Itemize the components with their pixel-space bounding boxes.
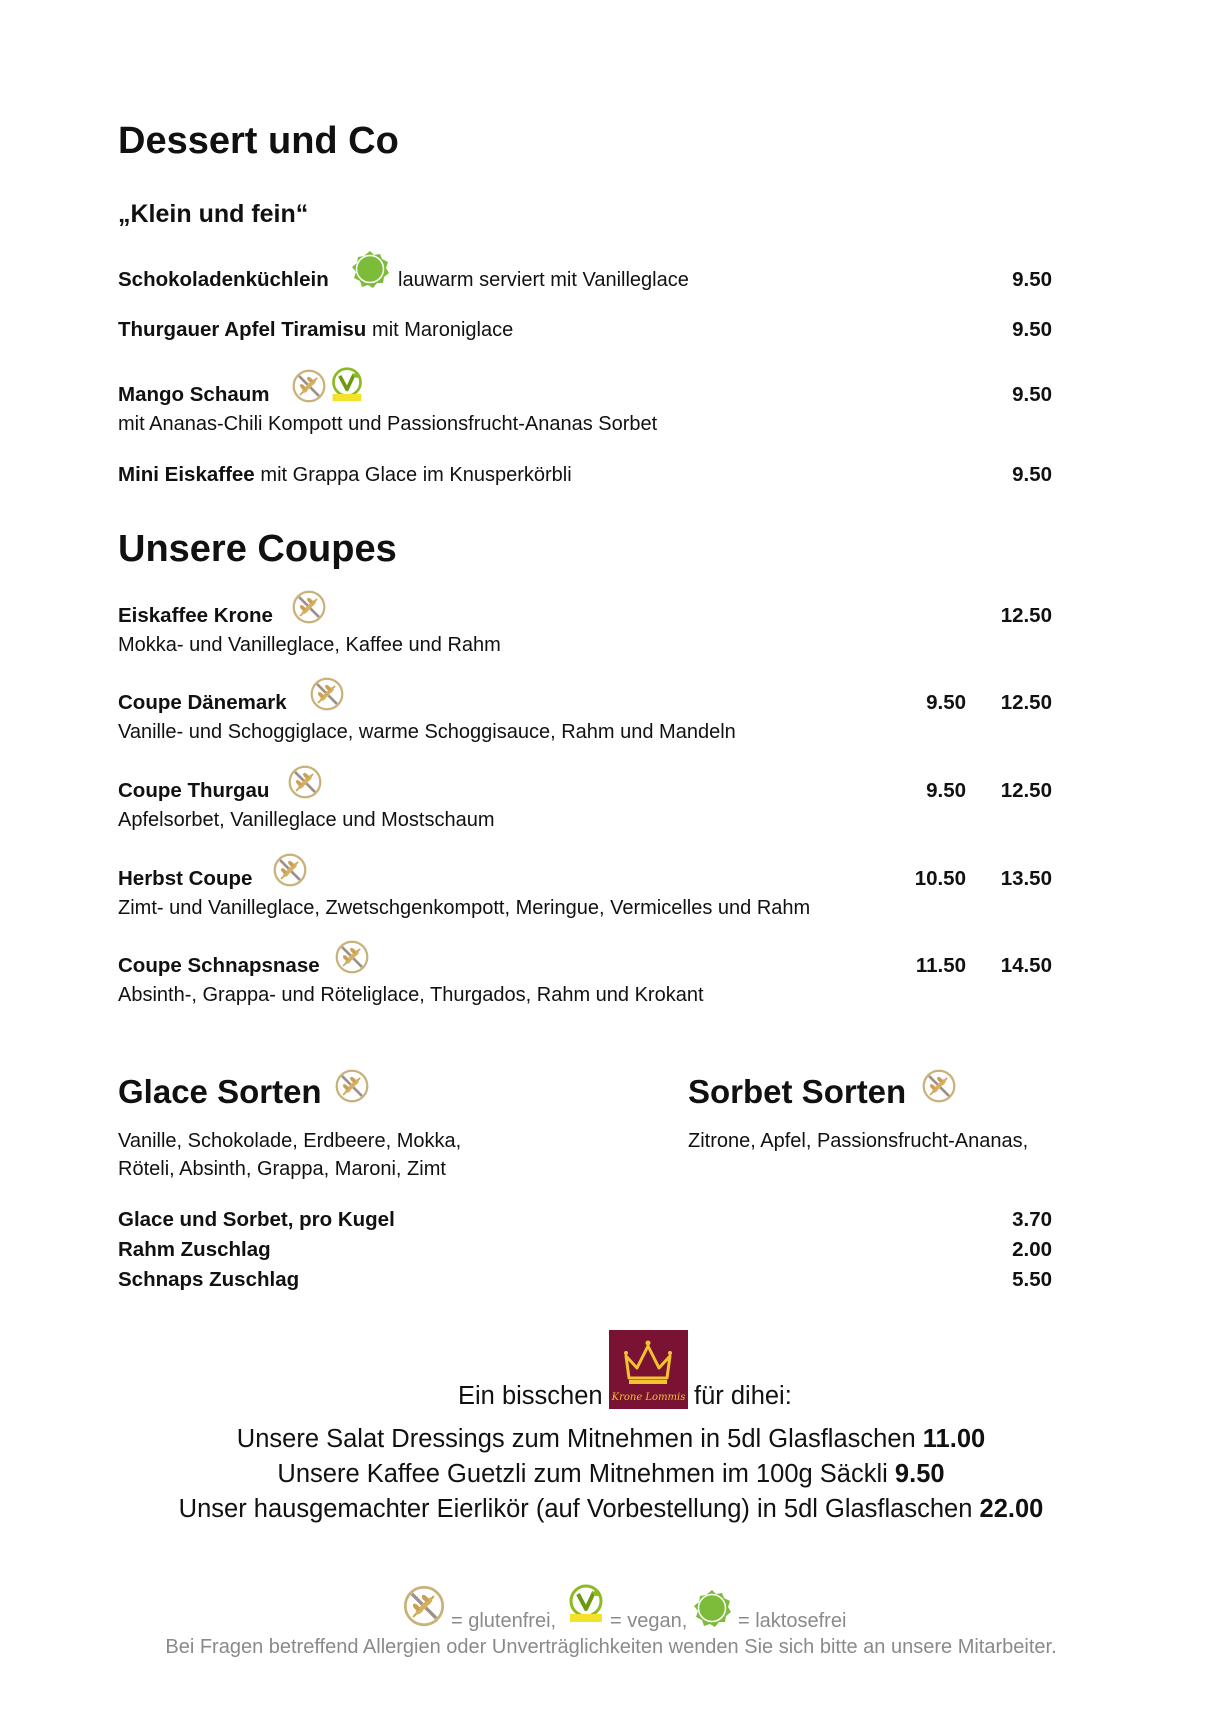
- gluten-free-icon: [272, 852, 308, 888]
- item-description: mit Ananas-Chili Kompott und Passionsfrucht-Ananas Sorbet: [118, 413, 658, 435]
- item-price-small: 9.50: [926, 779, 966, 802]
- page-title: Dessert und Co: [118, 120, 399, 162]
- item-description: Mokka- und Vanilleglace, Kaffee und Rahm: [118, 634, 501, 656]
- gluten-free-icon: [921, 1068, 957, 1104]
- home-line-price: 9.50: [894, 1460, 945, 1488]
- item-description: Absinth-, Grappa- und Röteliglace, Thurgados, Rahm und Krokant: [118, 984, 704, 1006]
- item-name: Mini Eiskaffee: [118, 463, 255, 486]
- logo-text: Krone Lommis: [611, 1392, 686, 1403]
- gluten-free-icon: [291, 368, 327, 404]
- item-description: Apfelsorbet, Vanilleglace und Mostschaum: [118, 809, 495, 831]
- allergy-note: Bei Fragen betreffend Allergien oder Unverträglichkeiten wenden Sie sich bitte an unsere Mitarbeiter.: [165, 1636, 1057, 1658]
- gluten-free-icon: [287, 764, 323, 800]
- item-price: 9.50: [1012, 318, 1052, 341]
- sorbet-flavors-line: Zitrone, Apfel, Passionsfrucht-Ananas,: [688, 1130, 1029, 1152]
- vegan-icon: [566, 1582, 606, 1624]
- item-name: Mango Schaum: [118, 383, 270, 406]
- home-line-price: 22.00: [979, 1495, 1044, 1523]
- item-price-large: 12.50: [1000, 779, 1052, 802]
- vegan-icon: [329, 366, 365, 402]
- item-price-small: 9.50: [926, 691, 966, 714]
- gluten-free-icon: [334, 1068, 370, 1104]
- item-name: Herbst Coupe: [118, 867, 253, 890]
- item-description: mit Maroniglace: [372, 319, 514, 341]
- home-line-text: Unsere Kaffee Guetzli zum Mitnehmen im 100g Säckli: [277, 1460, 888, 1488]
- item-price: 9.50: [1012, 383, 1052, 406]
- item-name: Coupe Schnapsnase: [118, 954, 320, 977]
- gluten-free-icon: [334, 939, 370, 975]
- item-price-large: 13.50: [1000, 867, 1052, 890]
- home-line-price: 11.00: [922, 1425, 986, 1453]
- extra-name: Schnaps Zuschlag: [118, 1268, 300, 1291]
- gluten-free-icon: [291, 589, 327, 625]
- menu-item: [118, 268, 329, 292]
- glace-flavors-line: Röteli, Absinth, Grappa, Maroni, Zimt: [118, 1158, 446, 1180]
- coupes-title: Unsere Coupes: [118, 528, 397, 570]
- item-description: Zimt- und Vanilleglace, Zwetschgenkompott, Meringue, Vermicelles und Rahm: [118, 897, 811, 919]
- legend-vegan-text: = vegan,: [610, 1610, 688, 1632]
- home-line: [0, 1460, 1222, 1489]
- item-name: Coupe Thurgau: [118, 779, 270, 802]
- lactose-free-icon: [692, 1588, 732, 1628]
- extra-price: 3.70: [1012, 1208, 1052, 1231]
- home-line-text: Unser hausgemachter Eierlikör (auf Vorbestellung) in 5dl Glasflaschen: [178, 1495, 973, 1523]
- item-price-large: 12.50: [1000, 691, 1052, 714]
- item-price-small: 10.50: [914, 867, 966, 890]
- gluten-free-icon: [402, 1584, 446, 1628]
- home-intro-pre: Ein bisschen: [458, 1382, 603, 1410]
- item-name: Coupe Dänemark: [118, 691, 287, 714]
- glace-flavors-line: Vanille, Schokolade, Erdbeere, Mokka,: [118, 1130, 462, 1152]
- sorbet-title: Sorbet Sorten: [688, 1073, 907, 1110]
- item-price-large: 12.50: [1000, 604, 1052, 627]
- extra-name: Glace und Sorbet, pro Kugel: [118, 1208, 395, 1231]
- item-price: 9.50: [1012, 463, 1052, 486]
- item-description: mit Grappa Glace im Knusperkörbli: [260, 464, 572, 486]
- legend-lactose-text: = laktosefrei: [738, 1610, 847, 1632]
- lactose-free-icon: [350, 249, 390, 289]
- item-name: Schokoladenküchlein: [118, 268, 329, 291]
- krone-logo: [609, 1330, 688, 1409]
- menu-item: [118, 318, 513, 342]
- item-name: Thurgauer Apfel Tiramisu: [118, 318, 367, 341]
- item-description: Vanille- und Schoggiglace, warme Schoggisauce, Rahm und Mandeln: [118, 721, 736, 743]
- home-intro-post: für dihei:: [694, 1382, 792, 1410]
- extra-price: 5.50: [1012, 1268, 1052, 1291]
- menu-item: [118, 383, 270, 407]
- gluten-free-icon: [309, 676, 345, 712]
- home-line: [0, 1425, 1222, 1454]
- glace-title: Glace Sorten: [118, 1073, 322, 1110]
- extra-name: Rahm Zuschlag: [118, 1238, 271, 1261]
- item-price-small: 11.50: [915, 954, 966, 977]
- legend-gluten-text: = glutenfrei,: [451, 1610, 557, 1632]
- extra-price: 2.00: [1012, 1238, 1052, 1261]
- item-price-large: 14.50: [1000, 954, 1052, 977]
- menu-item: [118, 463, 572, 487]
- home-line-text: Unsere Salat Dressings zum Mitnehmen in 5dl Glasflaschen: [236, 1425, 916, 1453]
- section-subtitle: „Klein und fein“: [118, 200, 309, 228]
- item-price: 9.50: [1012, 268, 1052, 291]
- item-description: lauwarm serviert mit Vanilleglace: [398, 269, 689, 291]
- home-line: [0, 1495, 1222, 1524]
- item-name: Eiskaffee Krone: [118, 604, 273, 627]
